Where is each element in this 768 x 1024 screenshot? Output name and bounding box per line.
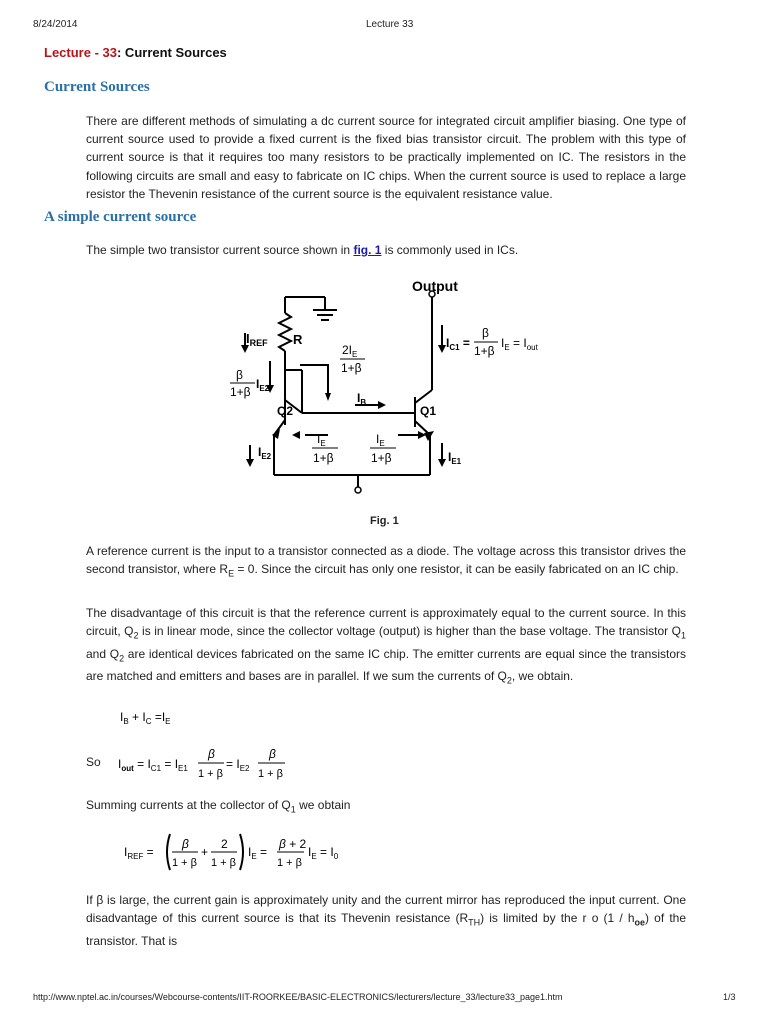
- ie2-top-label: $I_{E2}$: [256, 377, 270, 393]
- svg-text:β: β: [182, 837, 189, 851]
- ie-left-den: 1+β: [313, 451, 334, 465]
- ic1-result: $I_E = I_{out}$: [501, 336, 538, 352]
- equation-current-sum: [120, 706, 240, 730]
- disadvantage-paragraph: The disadvantage of this circuit is that the reference current is approximately equal to the current source. In this circuit, $Q_2$ is in linear mode, since the collector voltage (output) is higher than the base voltage. The transistor $Q_1$ and $Q_2$ are identical devices fabricated on the same IC chip. The emitter currents are equal since the transistors are matched and emitters and bases are in parallel. If we sum the currents of $Q_2$, we obtain.: [86, 606, 686, 686]
- svg-text:β: β: [208, 747, 215, 761]
- svg-text:+: +: [201, 845, 209, 859]
- svg-text:IE =: $I_E$ =: [248, 845, 268, 861]
- svg-text:1 + β: 1 + β: [258, 768, 283, 780]
- equation-iout: [118, 744, 298, 784]
- two-ie-denominator: 1+β: [341, 361, 362, 375]
- beta-large-paragraph: If β is large, the current gain is approximately unity and the current mirror has reproduced the input current. One disadvantage of this current source is that its Thevenin resistance $(R_{TH})$ is limited by the r o $(1 / h_{oe})$ of the transistor. That is: [86, 893, 686, 948]
- output-label: Output: [412, 278, 458, 294]
- footer-page-number: 1/3: [723, 992, 736, 1002]
- fig1-link[interactable]: fig. 1: [353, 243, 382, 257]
- q2-label: Q2: [277, 404, 294, 418]
- ib-label: $I_B$: [357, 391, 367, 407]
- equation-iref: [124, 826, 364, 876]
- svg-text:2: 2: [221, 837, 228, 851]
- svg-text:IB + IC =IE: $I_B + I_C =I_E$: [120, 710, 171, 726]
- ie2-bottom-label: $I_{E2}$: [258, 445, 272, 461]
- lecture-topic: : Current Sources: [116, 45, 227, 60]
- svg-text:β + 2: β + 2: [279, 837, 307, 851]
- equation-so-label: So: [86, 755, 101, 769]
- section-heading-current-sources: Current Sources: [44, 79, 150, 95]
- reference-current-paragraph: A reference current is the input to a transistor connected as a diode. The voltage across this transistor drives the second transistor, where $R_E = 0$. Since the circuit has only one resistor, it can be easily fabricated on an IC chip.: [86, 544, 686, 579]
- svg-text:= IE2: = $I_{E2}$: [226, 757, 250, 773]
- figure-intro-paragraph: [86, 241, 686, 259]
- svg-text:1 + β: 1 + β: [211, 857, 236, 869]
- ie-right-den: 1+β: [371, 451, 392, 465]
- svg-text:1 + β: 1 + β: [198, 768, 223, 780]
- q1-label: Q1: [420, 404, 437, 418]
- beta-num: β: [236, 368, 243, 382]
- ie-right-num: $I_E$: [376, 432, 385, 448]
- summing-currents-paragraph: Summing currents at the collector of $Q_1$ we obtain: [86, 798, 351, 815]
- figure-caption: Fig. 1: [370, 515, 399, 527]
- ie-left-num: $I_E$: [317, 432, 326, 448]
- print-date: 8/24/2014: [33, 19, 78, 30]
- svg-text:β: β: [269, 747, 276, 761]
- resistor-label: R: [293, 332, 303, 347]
- ie1-label: $I_{E1}$: [448, 450, 462, 466]
- svg-text:1 + β: 1 + β: [277, 857, 302, 869]
- print-title: Lecture 33: [366, 19, 414, 30]
- intro-paragraph: There are different methods of simulating a dc current source for integrated circuit amplifier biasing. One type of current source used to provide a fixed current is the fixed bias transistor circuit. The problem with this type of current source is that it requires too many resistors to be practically implemented on IC. The resistors in the following circuits are small and easy to fabricate on IC chips. When the current source is used to replace a large resistor the Thevenin resistance of the current source is the equivalent resistance value.: [86, 114, 686, 201]
- intro-text-after: is commonly used in ICs.: [381, 243, 519, 257]
- section-heading-simple-current-source: A simple current source: [44, 209, 197, 225]
- current-mirror-circuit-diagram: [220, 275, 540, 500]
- ic1-beta-den: 1+β: [474, 344, 495, 358]
- ic1-beta-num: β: [482, 326, 489, 340]
- svg-text:IE = I0: $I_E = I_0$: [308, 845, 339, 861]
- intro-text-before: The simple two transistor current source shown in: [86, 243, 354, 257]
- iref-label: $I_{REF}$: [246, 331, 268, 348]
- svg-text:Iout = IC1 = IE1: $I_{out} = I_{C1} = I_{E1}$: [118, 757, 188, 773]
- beta-den: 1+β: [230, 385, 251, 399]
- svg-text:1 + β: 1 + β: [172, 857, 197, 869]
- lecture-title: [44, 45, 227, 60]
- ic1-label: $I_{C1}$ =: [446, 336, 470, 352]
- footer-url: http://www.nptel.ac.in/courses/Webcourse-contents/IIT-ROORKEE/BASIC-ELECTRONICS/lecturers/lecture_33/lecture33_page1.htm: [33, 992, 563, 1002]
- lecture-number: Lecture - 33: [44, 45, 117, 60]
- two-ie-numerator: $2I_E$: [342, 343, 358, 359]
- svg-text:IREF =: $I_{REF}$ =: [124, 845, 154, 861]
